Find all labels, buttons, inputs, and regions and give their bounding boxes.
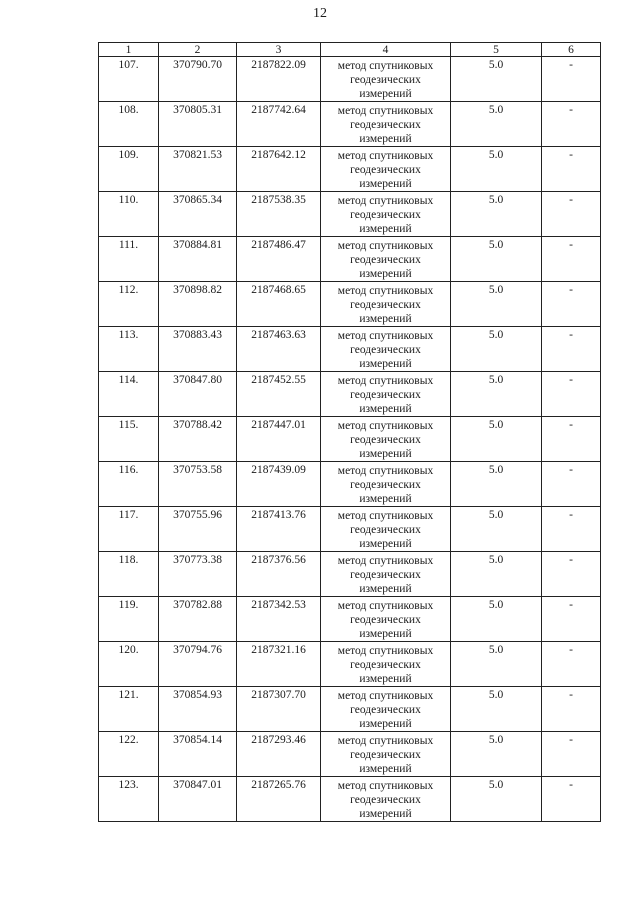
column-header-1: 1 (99, 43, 159, 57)
note-cell: - (542, 462, 601, 507)
method-line: геодезических (350, 74, 421, 86)
point-number-cell: 121. (99, 687, 159, 732)
y-coordinate-cell: 2187468.65 (237, 282, 321, 327)
method-cell (321, 327, 451, 372)
y-coordinate-cell: 2187447.01 (237, 417, 321, 462)
method-cell (321, 462, 451, 507)
table-row (99, 282, 601, 327)
method-line: метод спутниковых (337, 60, 434, 72)
method-line: метод спутниковых (337, 150, 434, 162)
point-number-cell: 114. (99, 372, 159, 417)
precision-cell: 5.0 (451, 282, 542, 327)
method-line: измерений (359, 178, 412, 190)
precision-cell: 5.0 (451, 147, 542, 192)
page-number: 12 (313, 6, 327, 21)
method-cell (321, 282, 451, 327)
x-coordinate-cell: 370790.70 (159, 57, 237, 102)
method-line: метод спутниковых (337, 420, 434, 432)
method-line: измерений (359, 493, 412, 505)
method-line: измерений (359, 358, 412, 370)
point-number-cell: 116. (99, 462, 159, 507)
method-line: геодезических (350, 794, 421, 806)
y-coordinate-cell: 2187376.56 (237, 552, 321, 597)
note-cell: - (542, 642, 601, 687)
method-line: измерений (359, 808, 412, 820)
method-line: геодезических (350, 434, 421, 446)
method-line: измерений (359, 268, 412, 280)
note-cell: - (542, 507, 601, 552)
y-coordinate-cell: 2187307.70 (237, 687, 321, 732)
method-line: измерений (359, 583, 412, 595)
table-row (99, 327, 601, 372)
x-coordinate-cell: 370883.43 (159, 327, 237, 372)
note-cell: - (542, 327, 601, 372)
method-line: метод спутниковых (337, 780, 434, 792)
point-number-cell: 119. (99, 597, 159, 642)
method-cell (321, 777, 451, 822)
table-row (99, 732, 601, 777)
point-number-cell: 122. (99, 732, 159, 777)
method-line: метод спутниковых (337, 465, 434, 477)
y-coordinate-cell: 2187413.76 (237, 507, 321, 552)
note-cell: - (542, 372, 601, 417)
x-coordinate-cell: 370884.81 (159, 237, 237, 282)
method-line: геодезических (350, 479, 421, 491)
y-coordinate-cell: 2187742.64 (237, 102, 321, 147)
x-coordinate-cell: 370821.53 (159, 147, 237, 192)
method-line: измерений (359, 718, 412, 730)
method-line: геодезических (350, 569, 421, 581)
method-line: метод спутниковых (337, 690, 434, 702)
precision-cell: 5.0 (451, 57, 542, 102)
column-header-6: 6 (542, 43, 601, 57)
method-line: геодезических (350, 209, 421, 221)
method-cell (321, 507, 451, 552)
method-line: измерений (359, 223, 412, 235)
method-line: геодезических (350, 344, 421, 356)
point-number-cell: 110. (99, 192, 159, 237)
column-header-4: 4 (321, 43, 451, 57)
method-cell (321, 237, 451, 282)
table-row (99, 552, 601, 597)
method-line: измерений (359, 133, 412, 145)
table-row (99, 597, 601, 642)
table-row (99, 237, 601, 282)
y-coordinate-cell: 2187321.16 (237, 642, 321, 687)
method-cell (321, 147, 451, 192)
method-line: метод спутниковых (337, 105, 434, 117)
y-coordinate-cell: 2187293.46 (237, 732, 321, 777)
method-line: метод спутниковых (337, 330, 434, 342)
y-coordinate-cell: 2187463.63 (237, 327, 321, 372)
table-row (99, 507, 601, 552)
method-cell (321, 642, 451, 687)
table-row (99, 57, 601, 102)
table-row (99, 102, 601, 147)
note-cell: - (542, 687, 601, 732)
x-coordinate-cell: 370782.88 (159, 597, 237, 642)
method-cell (321, 552, 451, 597)
x-coordinate-cell: 370773.38 (159, 552, 237, 597)
precision-cell: 5.0 (451, 417, 542, 462)
method-line: измерений (359, 538, 412, 550)
note-cell: - (542, 597, 601, 642)
x-coordinate-cell: 370847.80 (159, 372, 237, 417)
note-cell: - (542, 777, 601, 822)
y-coordinate-cell: 2187486.47 (237, 237, 321, 282)
method-line: геодезических (350, 254, 421, 266)
precision-cell: 5.0 (451, 507, 542, 552)
y-coordinate-cell: 2187822.09 (237, 57, 321, 102)
method-line: метод спутниковых (337, 510, 434, 522)
table-row (99, 777, 601, 822)
method-line: геодезических (350, 119, 421, 131)
method-line: метод спутниковых (337, 555, 434, 567)
precision-cell: 5.0 (451, 102, 542, 147)
table-row (99, 147, 601, 192)
x-coordinate-cell: 370805.31 (159, 102, 237, 147)
method-line: геодезических (350, 614, 421, 626)
precision-cell: 5.0 (451, 327, 542, 372)
coordinates-table (98, 42, 601, 822)
method-line: измерений (359, 448, 412, 460)
method-line: измерений (359, 313, 412, 325)
method-cell (321, 57, 451, 102)
y-coordinate-cell: 2187342.53 (237, 597, 321, 642)
note-cell: - (542, 237, 601, 282)
point-number-cell: 107. (99, 57, 159, 102)
y-coordinate-cell: 2187538.35 (237, 192, 321, 237)
method-cell (321, 687, 451, 732)
method-line: геодезических (350, 749, 421, 761)
method-line: измерений (359, 88, 412, 100)
note-cell: - (542, 417, 601, 462)
x-coordinate-cell: 370898.82 (159, 282, 237, 327)
point-number-cell: 108. (99, 102, 159, 147)
precision-cell: 5.0 (451, 552, 542, 597)
method-line: геодезических (350, 659, 421, 671)
point-number-cell: 112. (99, 282, 159, 327)
method-line: метод спутниковых (337, 285, 434, 297)
table-row (99, 687, 601, 732)
note-cell: - (542, 192, 601, 237)
method-line: метод спутниковых (337, 240, 434, 252)
note-cell: - (542, 147, 601, 192)
point-number-cell: 113. (99, 327, 159, 372)
y-coordinate-cell: 2187642.12 (237, 147, 321, 192)
precision-cell: 5.0 (451, 237, 542, 282)
x-coordinate-cell: 370755.96 (159, 507, 237, 552)
precision-cell: 5.0 (451, 687, 542, 732)
x-coordinate-cell: 370753.58 (159, 462, 237, 507)
precision-cell: 5.0 (451, 642, 542, 687)
note-cell: - (542, 282, 601, 327)
method-line: геодезических (350, 704, 421, 716)
point-number-cell: 120. (99, 642, 159, 687)
column-header-3: 3 (237, 43, 321, 57)
note-cell: - (542, 57, 601, 102)
method-cell (321, 732, 451, 777)
x-coordinate-cell: 370847.01 (159, 777, 237, 822)
table-row (99, 462, 601, 507)
precision-cell: 5.0 (451, 777, 542, 822)
method-line: измерений (359, 763, 412, 775)
point-number-cell: 118. (99, 552, 159, 597)
note-cell: - (542, 102, 601, 147)
method-line: метод спутниковых (337, 600, 434, 612)
method-line: метод спутниковых (337, 375, 434, 387)
y-coordinate-cell: 2187439.09 (237, 462, 321, 507)
table-row (99, 372, 601, 417)
method-cell (321, 597, 451, 642)
method-cell (321, 102, 451, 147)
method-line: геодезических (350, 164, 421, 176)
column-header-5: 5 (451, 43, 542, 57)
point-number-cell: 117. (99, 507, 159, 552)
method-line: измерений (359, 628, 412, 640)
point-number-cell: 111. (99, 237, 159, 282)
note-cell: - (542, 732, 601, 777)
method-line: метод спутниковых (337, 195, 434, 207)
method-cell (321, 417, 451, 462)
method-line: геодезических (350, 389, 421, 401)
precision-cell: 5.0 (451, 462, 542, 507)
y-coordinate-cell: 2187265.76 (237, 777, 321, 822)
note-cell: - (542, 552, 601, 597)
column-header-2: 2 (159, 43, 237, 57)
x-coordinate-cell: 370794.76 (159, 642, 237, 687)
method-line: измерений (359, 403, 412, 415)
y-coordinate-cell: 2187452.55 (237, 372, 321, 417)
method-line: геодезических (350, 524, 421, 536)
method-line: измерений (359, 673, 412, 685)
method-cell (321, 192, 451, 237)
x-coordinate-cell: 370788.42 (159, 417, 237, 462)
table-row (99, 642, 601, 687)
x-coordinate-cell: 370854.14 (159, 732, 237, 777)
x-coordinate-cell: 370854.93 (159, 687, 237, 732)
table-row (99, 417, 601, 462)
method-line: метод спутниковых (337, 735, 434, 747)
precision-cell: 5.0 (451, 597, 542, 642)
header-row (99, 43, 601, 57)
x-coordinate-cell: 370865.34 (159, 192, 237, 237)
precision-cell: 5.0 (451, 192, 542, 237)
method-cell (321, 372, 451, 417)
table-row (99, 192, 601, 237)
precision-cell: 5.0 (451, 732, 542, 777)
method-line: геодезических (350, 299, 421, 311)
method-line: метод спутниковых (337, 645, 434, 657)
point-number-cell: 109. (99, 147, 159, 192)
point-number-cell: 123. (99, 777, 159, 822)
point-number-cell: 115. (99, 417, 159, 462)
precision-cell: 5.0 (451, 372, 542, 417)
